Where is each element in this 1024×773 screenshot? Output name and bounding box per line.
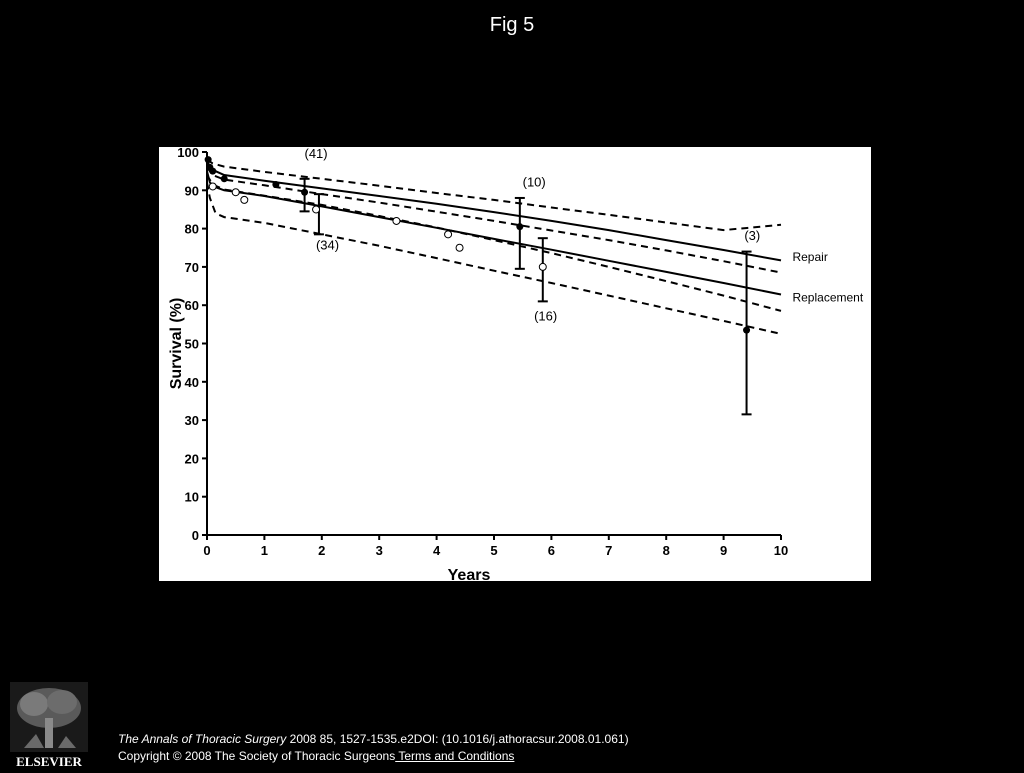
- replacement-point: [539, 263, 546, 270]
- elsevier-tree-icon: [10, 682, 88, 768]
- y-tick-label: 40: [184, 374, 199, 390]
- confidence-band-line-2: [207, 160, 781, 230]
- repair-point: [221, 175, 228, 182]
- x-tick-label: 2: [318, 543, 326, 558]
- x-tick-label: 10: [773, 543, 789, 558]
- replacement-point: [445, 231, 452, 238]
- logo-wordmark: ELSEVIER: [16, 754, 82, 768]
- series-label-repair: Repair: [792, 250, 828, 265]
- repair-point: [209, 168, 216, 175]
- confidence-band-line-3: [207, 167, 781, 272]
- y-tick-label: 20: [184, 451, 199, 467]
- repair-point: [272, 181, 279, 188]
- repair-point: [516, 223, 523, 230]
- x-tick-label: 8: [662, 543, 670, 558]
- confidence-band-line-4: [207, 175, 781, 311]
- y-tick-label: 100: [177, 147, 199, 160]
- copyright-line: [118, 749, 514, 763]
- chart-panel: [159, 147, 871, 581]
- count-annotation: (10): [522, 174, 546, 190]
- replacement-point: [393, 217, 400, 224]
- x-tick-label: 3: [375, 543, 383, 558]
- chart-series: [207, 160, 781, 334]
- count-annotation: (34): [315, 237, 340, 253]
- replacement-point: [232, 189, 239, 196]
- citation-details: 2008 85, 1527-1535.e2DOI: (10.1016/j.athoracsur.2008.01.061): [286, 732, 629, 746]
- series-label-replacement: Replacement: [792, 290, 864, 305]
- x-tick-label: 4: [432, 543, 441, 558]
- x-tick-label: 6: [547, 543, 556, 558]
- x-tick-label: 9: [719, 543, 728, 558]
- y-tick-label: 80: [184, 221, 199, 237]
- count-annotation: (3): [744, 228, 761, 244]
- terms-and-conditions-link[interactable]: Terms and Conditions: [395, 749, 515, 763]
- survival-chart: [159, 147, 871, 581]
- citation: [118, 732, 629, 746]
- repair-point: [301, 189, 308, 196]
- y-tick-label: 70: [184, 259, 199, 275]
- y-tick-label: 50: [184, 336, 199, 352]
- confidence-band-line-5: [207, 183, 781, 334]
- repair-point: [743, 327, 750, 334]
- slide-title: Fig 5: [489, 14, 535, 36]
- replacement-point: [241, 196, 248, 203]
- y-tick-label: 0: [191, 528, 199, 543]
- y-tick-label: 30: [184, 413, 199, 429]
- y-axis-label: Survival (%): [168, 297, 185, 390]
- count-annotation: (41): [304, 147, 328, 161]
- repair-point: [205, 156, 212, 163]
- replacement-point: [209, 183, 216, 190]
- replacement-point: [456, 244, 463, 251]
- series-line-replacement: [207, 171, 781, 294]
- chart-axes: [168, 147, 788, 581]
- x-axis-label: Years: [447, 567, 491, 581]
- x-tick-label: 1: [260, 543, 269, 558]
- replacement-point: [313, 206, 320, 213]
- x-tick-label: 7: [605, 543, 613, 558]
- y-tick-label: 10: [184, 489, 199, 505]
- elsevier-logo: [10, 682, 88, 768]
- copyright-text: Copyright © 2008 The Society of Thoracic Surgeons: [118, 749, 396, 763]
- y-tick-label: 60: [184, 298, 199, 314]
- citation-journal: The Annals of Thoracic Surgery: [118, 732, 287, 746]
- x-tick-label: 0: [203, 543, 211, 558]
- y-tick-label: 90: [184, 183, 199, 199]
- x-tick-label: 5: [490, 543, 498, 558]
- count-annotation: (16): [534, 308, 558, 324]
